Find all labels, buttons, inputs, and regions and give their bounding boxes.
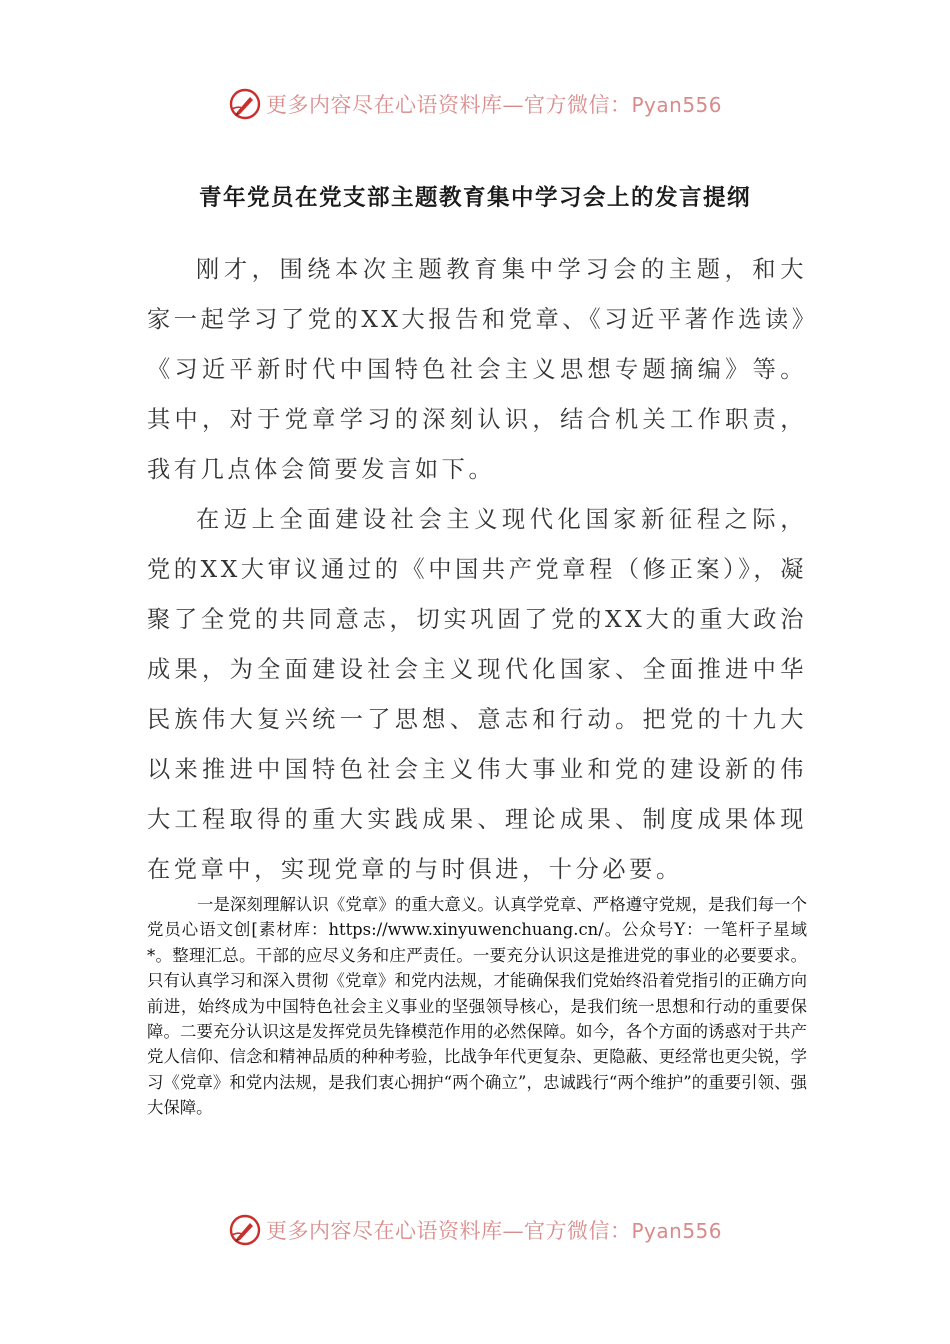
banner-wechat-handle: Pyan556	[631, 1219, 722, 1243]
banner-text	[266, 1215, 722, 1245]
document-title: 青年党员在党支部主题教育集中学习会上的发言提纲	[198, 185, 751, 211]
footer-watermark-banner	[0, 1210, 950, 1250]
banner-wechat-handle: Pyan556	[631, 93, 722, 117]
pen-logo-icon	[228, 87, 262, 121]
header-watermark-banner	[0, 84, 950, 124]
pen-logo-icon	[228, 1213, 262, 1247]
paragraph-intro: 刚才，围绕本次主题教育集中学习会的主题，和大家一起学习了党的XX大报告和党章、《习近平著作选读》《习近平新时代中国特色社会主义思想专题摘编》等。其中，对于党章学习的深刻认识，结合机关工作职责，我有几点体会简要发言如下。	[147, 256, 807, 483]
paragraph-point-one: 一是深刻理解认识《党章》的重大意义。认真学党章、严格遵守党规，是我们每一个党员心语文创[素材库：https://www.xinyuwenchuang.cn/。公众号Y：一笔杆子星域*。整理汇总。干部的应尽义务和庄严责任。一要充分认识这是推进党的事业的必要要求。只有认真学习和深入贯彻《党章》和党内法规，才能确保我们党始终沿着党指引的正确方向前进，始终成为中国特色社会主义事业的坚强领导核心，是我们统一思想和行动的重要保障。二要充分认识这是发挥党员先锋模范作用的必然保障。如今，各个方面的诱惑对于共产党人信仰、信念和精神品质的种种考验，比战争年代更复杂、更隐蔽、更经常也更尖锐，学习《党章》和党内法规，是我们衷心拥护“两个确立”，忠诚践行“两个维护”的重要引领、强大保障。	[147, 895, 807, 1118]
banner-text	[266, 89, 722, 119]
banner-slogan: 更多内容尽在心语资料库—官方微信：	[265, 93, 632, 117]
paragraph-context: 在迈上全面建设社会主义现代化国家新征程之际，党的XX大审议通过的《中国共产党章程（修正案）》，凝聚了全党的共同意志，切实巩固了党的XX大的重大政治成果，为全面建设社会主义现代化国家、全面推进中华民族伟大复兴统一了思想、意志和行动。把党的十九大以来推进中国特色社会主义伟大事业和党的建设新的伟大工程取得的重大实践成果、理论成果、制度成果体现在党章中，实现党章的与时俱进，十分必要。	[147, 506, 807, 883]
banner-slogan: 更多内容尽在心语资料库—官方微信：	[265, 1219, 632, 1243]
